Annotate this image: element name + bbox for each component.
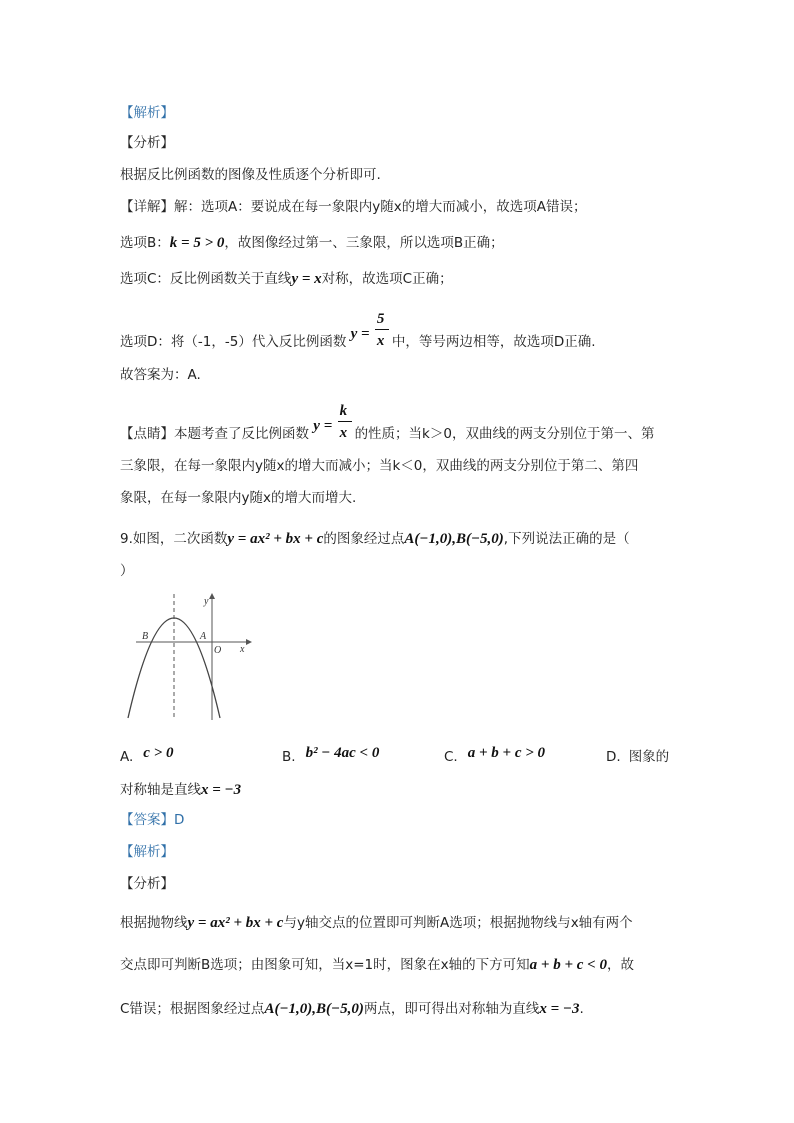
fraction-denominator: x [376,333,385,349]
option-d-cont [120,781,241,799]
analysis-formula-2: a + b + c < 0 [529,957,607,973]
detail-text: 解：选项A：要说成在每一象限内y随x的增大而减小，故选项A错误； [174,199,587,215]
formula-quadratic: y = ax² + bx + c [227,531,324,547]
y-axis-arrow [209,593,215,599]
question-9-paren: ） [120,563,134,579]
option-c-label: C. [444,749,458,765]
analysis-line-3 [120,1000,584,1018]
analysis-formula-1: y = ax² + bx + c [187,915,284,931]
fraction-numerator: 5 [376,311,385,327]
formula-points: A(−1,0),B(−5,0) [404,531,504,547]
heading-dianjing: 【点睛】 [120,426,174,442]
fraction-5-over-x [374,311,392,349]
heading-fenxi-2: 【分析】 [120,876,174,892]
option-c-text-2: 对称，故选项C正确； [321,271,453,287]
question-9-text: 9.如图，二次函数 [120,531,228,547]
fraction-denominator-x: x [339,425,348,441]
detail-line-c [120,270,453,288]
option-d-text-a: 图象的 [628,749,670,765]
analysis-formula-3: A(−1,0),B(−5,0) [264,1001,364,1017]
analysis-text: 根据反比例函数的图像及性质逐个分析即可. [120,167,381,183]
question-9-line [120,530,630,548]
option-d-text: 选项D：将（-1，-5）代入反比例函数 [120,334,347,350]
parabola-graph [122,590,257,722]
dianjing-line-3: 象限，在每一象限内y随x的增大而增大. [120,490,357,506]
point-a-label: A [200,631,207,642]
detail-line-b [120,234,504,252]
answer-line: 故答案为：A. [120,367,201,383]
x-axis-label: x [240,644,245,655]
option-c-text: 选项C：反比例函数关于直线 [120,271,292,287]
origin-label: O [214,645,222,656]
point-b-label: B [142,631,149,642]
formula-y: y = [350,326,370,342]
heading-fenxi: 【分析】 [120,135,174,151]
heading-jiexi: 【解析】 [120,105,174,121]
analysis-text-3a: C错误；根据图象经过点 [120,1001,265,1017]
option-c [444,745,546,766]
analysis-text-2a: 交点即可判断B选项；由图象可知，当x=1时，图象在x轴的下方可知 [120,957,530,973]
analysis-text-3b: 两点，即可得出对称轴为直线 [363,1001,540,1017]
option-b-label: 选项B： [120,235,170,251]
option-d-text-2: 中，等号两边相等，故选项D正确. [391,334,596,350]
option-c-formula: a + b + c > 0 [467,745,546,761]
option-b-formula: b² − 4ac < 0 [305,745,380,761]
question-9-text-3: ,下列说法正确的是（ [503,531,630,547]
analysis-line-2 [120,956,634,974]
option-d-label: D. [606,749,621,765]
fraction-k-over-x [337,403,355,441]
y-axis-label: y [204,596,209,607]
option-b [282,745,380,766]
analysis-text-1b: 与y轴交点的位置即可判断A选项；根据抛物线与x轴有两个 [283,915,633,931]
detail-line-d [120,311,596,351]
formula-y-eq-x: y = x [291,271,322,287]
formula-k: k = 5 > 0 [169,235,225,251]
heading-jiexi-2: 【解析】 [120,844,174,860]
option-d-formula: x = −3 [201,782,242,798]
answer-heading: 【答案】D [120,812,185,828]
option-a [120,745,174,766]
dianjing-text-2: 的性质；当k＞0，双曲线的两支分别位于第一、第 [354,426,655,442]
x-axis-arrow [246,639,252,645]
analysis-text-2b: ，故 [606,957,634,973]
analysis-text-1a: 根据抛物线 [120,915,188,931]
option-a-label: A. [120,749,134,765]
option-a-formula: c > 0 [143,745,174,761]
dianjing-line [120,403,655,443]
analysis-formula-4: x = −3 [539,1001,580,1017]
option-b-label-2: B. [282,749,296,765]
fraction-bar [375,329,389,330]
detail-line-a [120,198,586,216]
fraction-bar-2 [338,421,352,422]
analysis-line-1 [120,914,633,932]
option-d-text-b: 对称轴是直线 [120,782,201,798]
dianjing-line-2: 三象限，在每一象限内y随x的增大而减小；当k＜0，双曲线的两支分别位于第二、第四 [120,458,639,474]
option-b-text: ，故图像经过第一、三象限，所以选项B正确； [224,235,504,251]
question-9-text-2: 的图象经过点 [323,531,405,547]
option-d [606,748,669,766]
fraction-numerator-k: k [339,403,348,419]
formula-y-2: y = [313,418,333,434]
analysis-text-3c: . [579,1001,584,1017]
dianjing-text: 本题考查了反比例函数 [174,426,309,442]
heading-xiangjie: 【详解】 [120,199,174,215]
